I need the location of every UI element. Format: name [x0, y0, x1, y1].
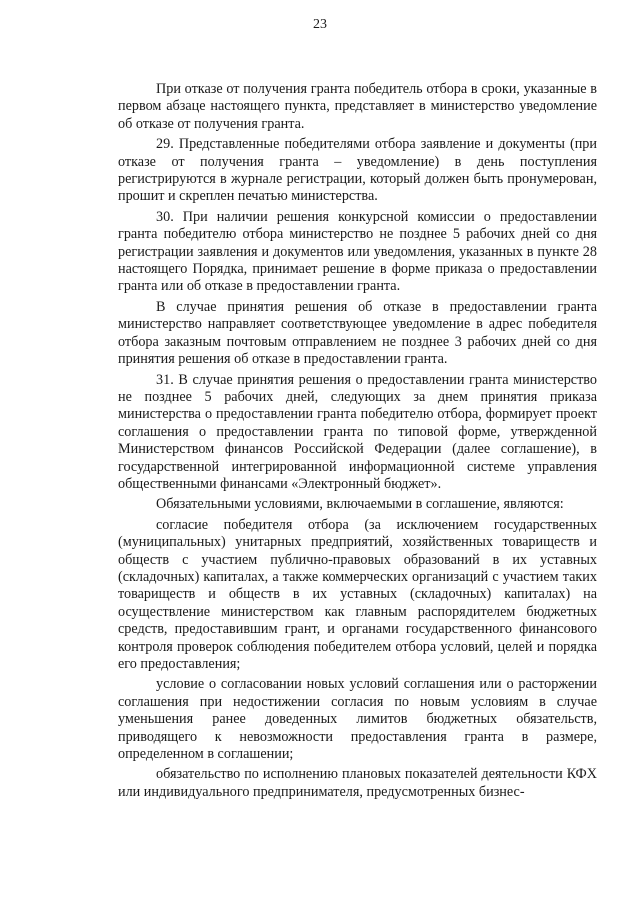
page-number: 23 [313, 17, 327, 32]
paragraph-mandatory-conditions: Обязательными условиями, включаемыми в соглашение, являются: [156, 496, 564, 513]
paragraph-refusal-decision: В случае принятия решения об отказе в предоставлении гранта министерство направляет соответствующее уведомление в адрес победителя отбора заказным почтовым отправлением не позднее 3 рабочих дней со дня принятия решения об отказе в предоставлении гранта. [118, 298, 597, 368]
paragraph-item-30: 30. При наличии решения конкурсной комиссии о предоставлении гранта победителю отбора министерство не позднее 5 рабочих дней со дня регистрации заявления и документов или уведомления, указанных в пункте 28 настоящего Порядка, принимает решение в форме приказа о предоставлении гранта или об отказе в предоставлении гранта. [118, 208, 597, 295]
paragraph-item-31: 31. В случае принятия решения о предоставлении гранта министерство не позднее 5 рабочих дней, следующих за днем принятия приказа министерства о предоставлении гранта победителю отбора, формирует проект соглашения о предоставлении гранта по типовой форме, утвержденной Министерством финансов Российской Федерации (далее соглашение), в государственной интегрированной информационной системе управления общественными финансами «Электронный бюджет». [118, 371, 597, 492]
paragraph-amendment-condition: условие о согласовании новых условий соглашения или о расторжении соглашения при недостижении согласия по новым условиям в случае уменьшения ранее доведенных лимитов бюджетных обязательств, приводящего к невозможности предоставления гранта в размере, определенном в соглашении; [118, 676, 597, 763]
document-body [118, 81, 597, 801]
paragraph-refusal-notice: При отказе от получения гранта победитель отбора в сроки, указанные в первом абзаце настоящего пункта, представляет в министерство уведомление об отказе от получения гранта. [118, 81, 597, 132]
paragraph-consent-condition: согласие победителя отбора (за исключением государственных (муниципальных) унитарных предприятий, хозяйственных товариществ и обществ с участием публично-правовых образований в их уставных (складочных) капиталах, а также коммерческих организаций с участием таких товариществ и обществ в их уставных (складочных) капиталах) на осуществление министерством как главным распорядителем бюджетных средств, предоставившим грант, и органами государственного финансового контроля проверок соблюдения победителем отбора условий, целей и порядка его предоставления; [118, 516, 597, 672]
paragraph-obligation-condition: обязательство по исполнению плановых показателей деятельности КФХ или индивидуального предпринимателя, предусмотренных бизнес- [118, 766, 597, 800]
paragraph-item-29: 29. Представленные победителями отбора заявление и документы (при отказе от получения гранта – уведомление) в день поступления регистрируются в журнале регистрации, который должен быть пронумерован, прошит и скреплен печатью министерства. [118, 136, 597, 205]
